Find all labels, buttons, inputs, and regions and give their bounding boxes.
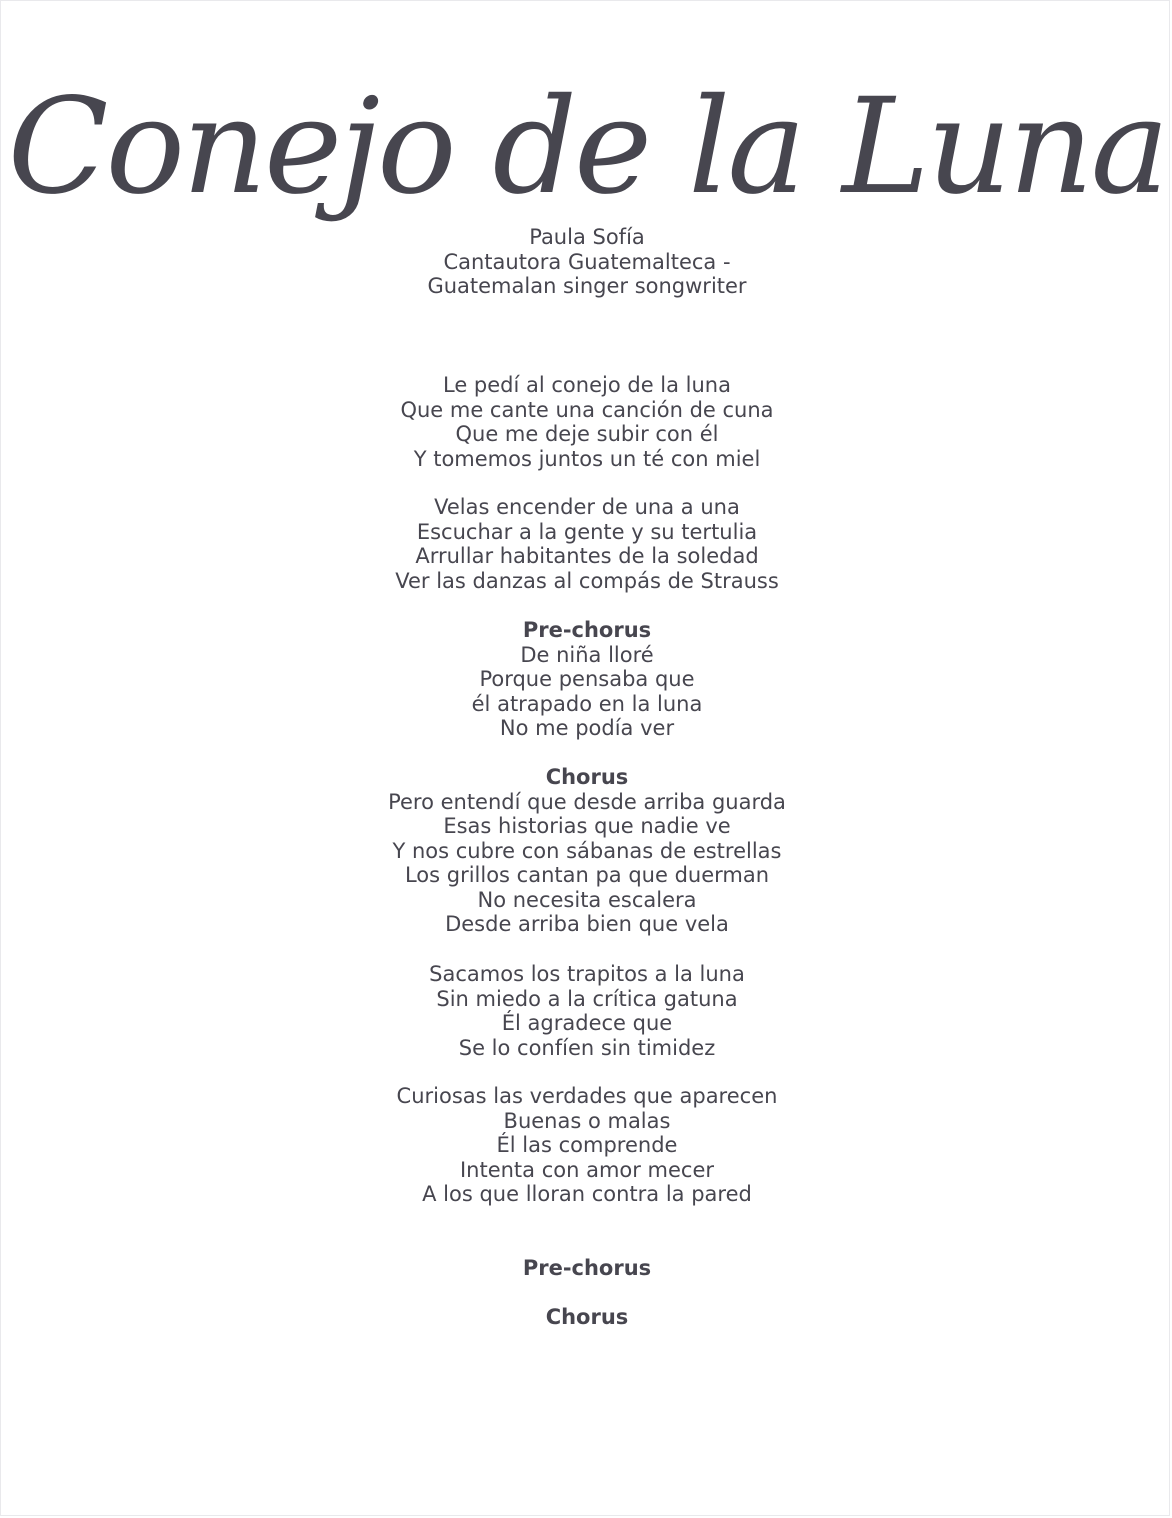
lyric-line: Se lo confíen sin timidez (458, 1035, 716, 1060)
author-description-en: Guatemalan singer songwriter (427, 274, 747, 298)
lyric-line: Esas historias que nadie ve (443, 814, 731, 838)
lyric-line: A los que lloran contra la pared (422, 1182, 752, 1206)
lyric-line: Él las comprende (496, 1133, 678, 1157)
lyric-line: Sin miedo a la crítica gatuna (436, 986, 738, 1011)
lyric-line: él atrapado en la luna (471, 691, 703, 716)
lyric-line: Escuchar a la gente y su tertulia (416, 519, 758, 544)
lyric-line: Ver las danzas al compás de Strauss (395, 568, 779, 593)
prechorus-heading: Pre-chorus (522, 1256, 652, 1280)
prechorus-heading: Pre-chorus (522, 618, 652, 642)
lyric-line: Y nos cubre con sábanas de estrellas (392, 838, 782, 863)
lyric-line: Que me cante una canción de cuna (400, 397, 774, 422)
lyric-line: Velas encender de una a una (434, 495, 740, 519)
lyric-line: Curiosas las verdades que aparecen (396, 1084, 778, 1108)
prechorus-section (1, 618, 1172, 741)
verse-4 (1, 1084, 1172, 1207)
chorus-heading: Chorus (545, 1305, 629, 1329)
lyric-line: No necesita escalera (477, 887, 697, 912)
chorus-section (1, 765, 1172, 937)
verse-3 (1, 962, 1172, 1060)
lyric-line: Pero entendí que desde arriba guarda (388, 789, 786, 814)
lyric-line: Los grillos cantan pa que duerman (404, 863, 770, 887)
verse-1 (1, 373, 1172, 471)
verse-2 (1, 495, 1172, 593)
lyric-line: Él agradece que (501, 1011, 673, 1035)
ending-chorus (1, 1305, 1172, 1330)
lyric-line: Buenas o malas (503, 1108, 671, 1133)
lyric-line: Que me deje subir con él (455, 422, 719, 446)
lyric-line: Porque pensaba que (479, 667, 695, 691)
lyric-line: No me podía ver (499, 716, 675, 740)
song-title: Conejo de la Luna (7, 70, 1167, 224)
lyric-line: Y tomemos juntos un té con miel (413, 446, 761, 471)
lyric-line: Sacamos los trapitos a la luna (429, 962, 745, 986)
chorus-heading: Chorus (545, 765, 629, 789)
lyric-line: Desde arriba bien que vela (445, 912, 729, 936)
author-block (1, 225, 1172, 299)
lyric-line: Arrullar habitantes de la soledad (415, 544, 759, 568)
lyric-line: Le pedí al conejo de la luna (442, 373, 731, 397)
lyric-line: Intenta con amor mecer (459, 1157, 715, 1182)
author-description-es: Cantautora Guatemalteca - (443, 249, 731, 274)
lyric-line: De niña lloré (520, 642, 654, 667)
author-name: Paula Sofía (529, 225, 645, 249)
ending-prechorus (1, 1256, 1172, 1281)
